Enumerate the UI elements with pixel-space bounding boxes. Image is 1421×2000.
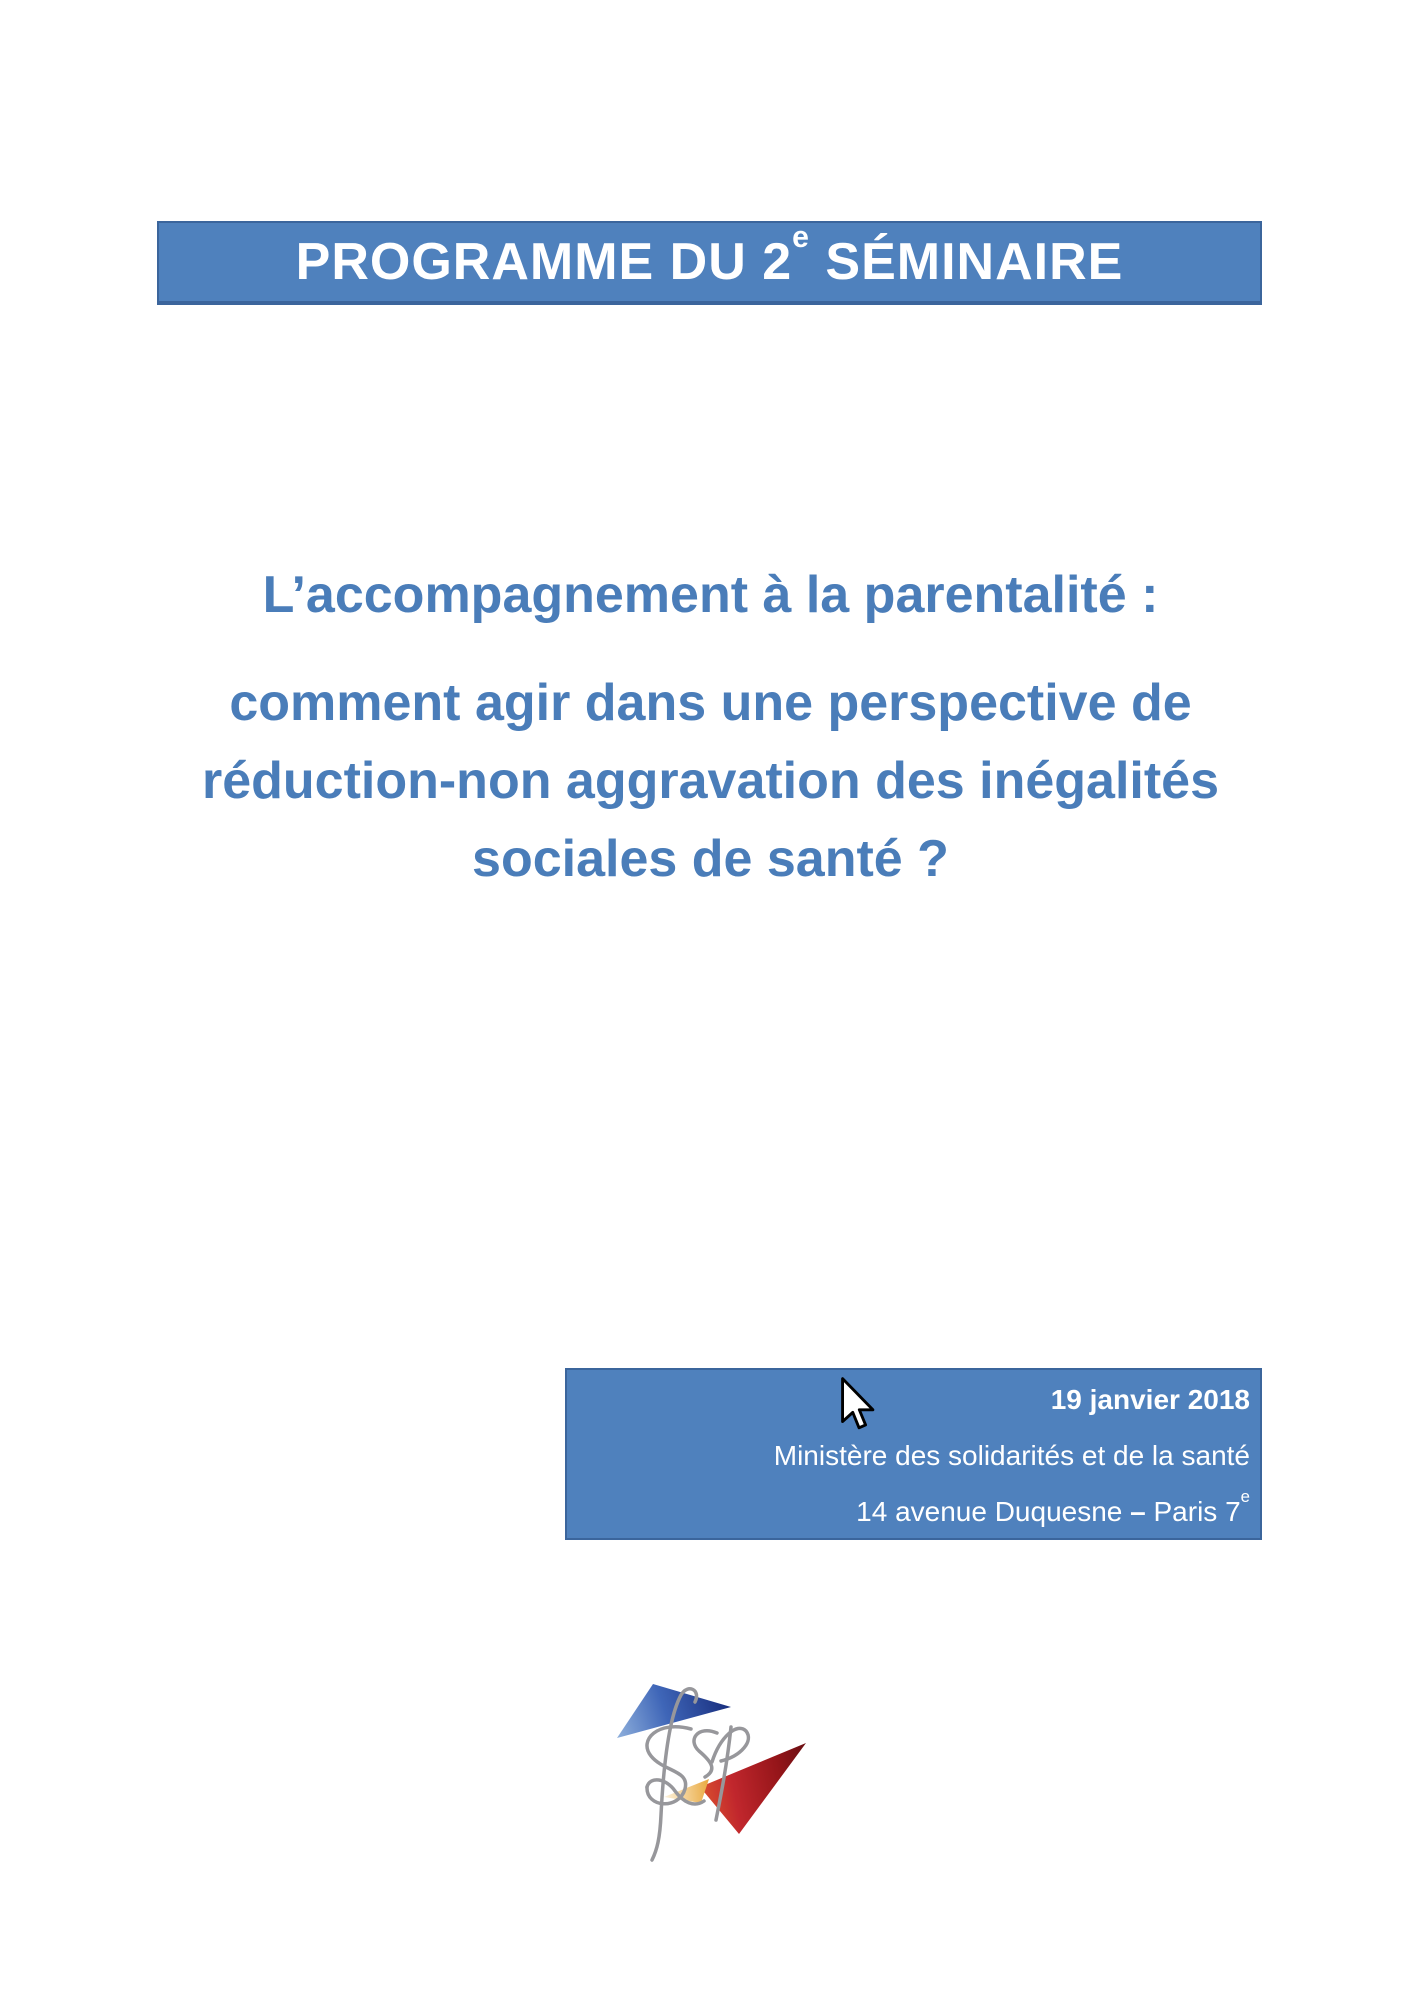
title-line-2: comment agir dans une perspective de (229, 674, 1192, 732)
event-address-dash: – (1130, 1496, 1146, 1527)
cursor-arrow-icon (841, 1376, 875, 1432)
banner-title-main: PROGRAMME DU 2 (295, 233, 793, 291)
sfsp-logo (595, 1658, 825, 1868)
event-venue: Ministère des solidarités et de la santé (773, 1440, 1250, 1471)
event-address-city: Paris 7 (1145, 1496, 1241, 1527)
event-address (567, 1484, 1250, 1540)
event-info-box (565, 1368, 1262, 1540)
title-line-4: sociales de santé ? (472, 830, 949, 888)
banner (157, 221, 1262, 305)
event-date: 19 janvier 2018 (1050, 1384, 1250, 1415)
banner-title (295, 221, 1124, 292)
event-address-street: 14 avenue Duquesne (856, 1496, 1131, 1527)
title-line-1: L’accompagnement à la parentalité : (262, 566, 1159, 624)
event-address-superscript: e (1240, 1487, 1250, 1507)
main-title (0, 556, 1421, 898)
banner-title-rest: SÉMINAIRE (809, 233, 1124, 291)
banner-title-superscript: e (792, 221, 810, 255)
title-line-3: réduction-non aggravation des inégalités (201, 752, 1220, 810)
